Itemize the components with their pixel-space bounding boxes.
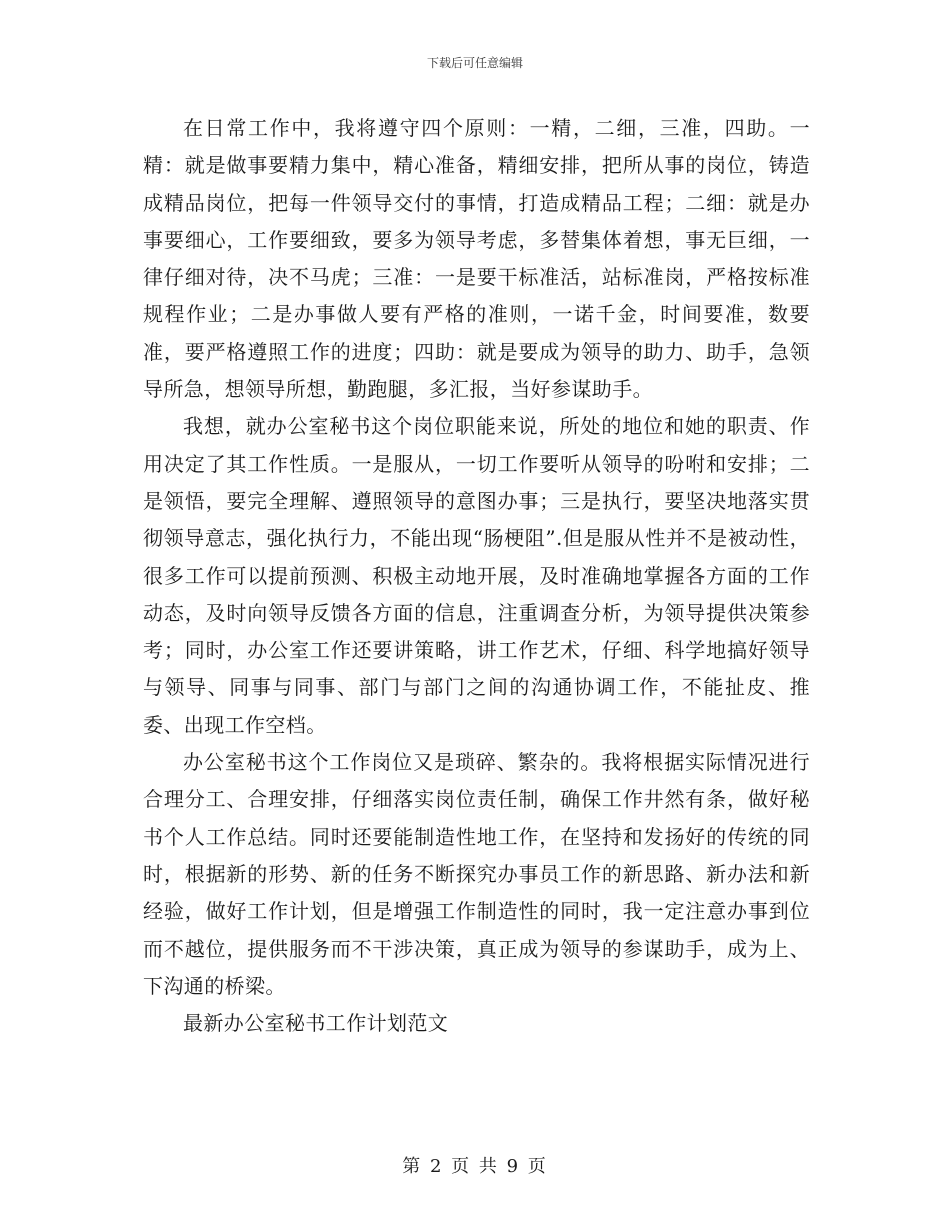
paragraph-role-nature: 我想，就办公室秘书这个岗位职能来说，所处的地位和她的职责、作用决定了其工作性质。一是服从，一切工作要听从领导的吩咐和安排；二是领悟，要完全理解、遵照领导的意图办事；三是执行，要坚决地落实贯彻领导意志，强化执行力，不能出现“肠梗阻”.但是服从性并不是被动性，很多工作可以提前预测、积极主动地开展，及时准确地掌握各方面的工作动态，及时向领导反馈各方面的信息，注重调查分析，为领导提供决策参考；同时，办公室工作还要讲策略，讲工作艺术，仔细、科学地搞好领导与领导、同事与同事、部门与部门之间的沟通协调工作，不能扯皮、推委、出现工作空档。 [143,414,810,737]
paragraph-principles: 在日常工作中，我将遵守四个原则：一精，二细，三准，四助。一精：就是做事要精力集中，精心准备，精细安排，把所从事的岗位，铸造成精品岗位，把每一件领导交付的事情，打造成精品工程；二细：就是办事要细心，工作要细致，要多为领导考虑，多替集体着想，事无巨细，一律仔细对待，决不马虎；三准：一是要干标准活，站标准岗，严格按标准规程作业；二是办事做人要有严格的准则，一诺千金，时间要准，数要准，要严格遵照工作的进度；四助：就是要成为领导的助力、助手，急领导所急，想领导所想，勤跑腿，多汇报，当好参谋助手。 [143,116,810,402]
paragraph-next-title: 最新办公室秘书工作计划范文 [183,1011,449,1036]
document-body [143,110,810,1042]
page-number: 第 2 页 共 9 页 [402,1156,548,1177]
page-header-note: 下载后可任意编辑 [426,56,523,70]
paragraph-work-arrangement: 办公室秘书这个工作岗位又是琐碎、繁杂的。我将根据实际情况进行合理分工、合理安排，仔细落实岗位责任制，确保工作井然有条，做好秘书个人工作总结。同时还要能制造性地工作，在坚持和发扬好的传统的同时，根据新的形势、新的任务不断探究办事员工作的新思路、新办法和新经验，做好工作计划，但是增强工作制造性的同时，我一定注意办事到位而不越位，提供服务而不干涉决策，真正成为领导的参谋助手，成为上、下沟通的桥梁。 [143,750,810,998]
